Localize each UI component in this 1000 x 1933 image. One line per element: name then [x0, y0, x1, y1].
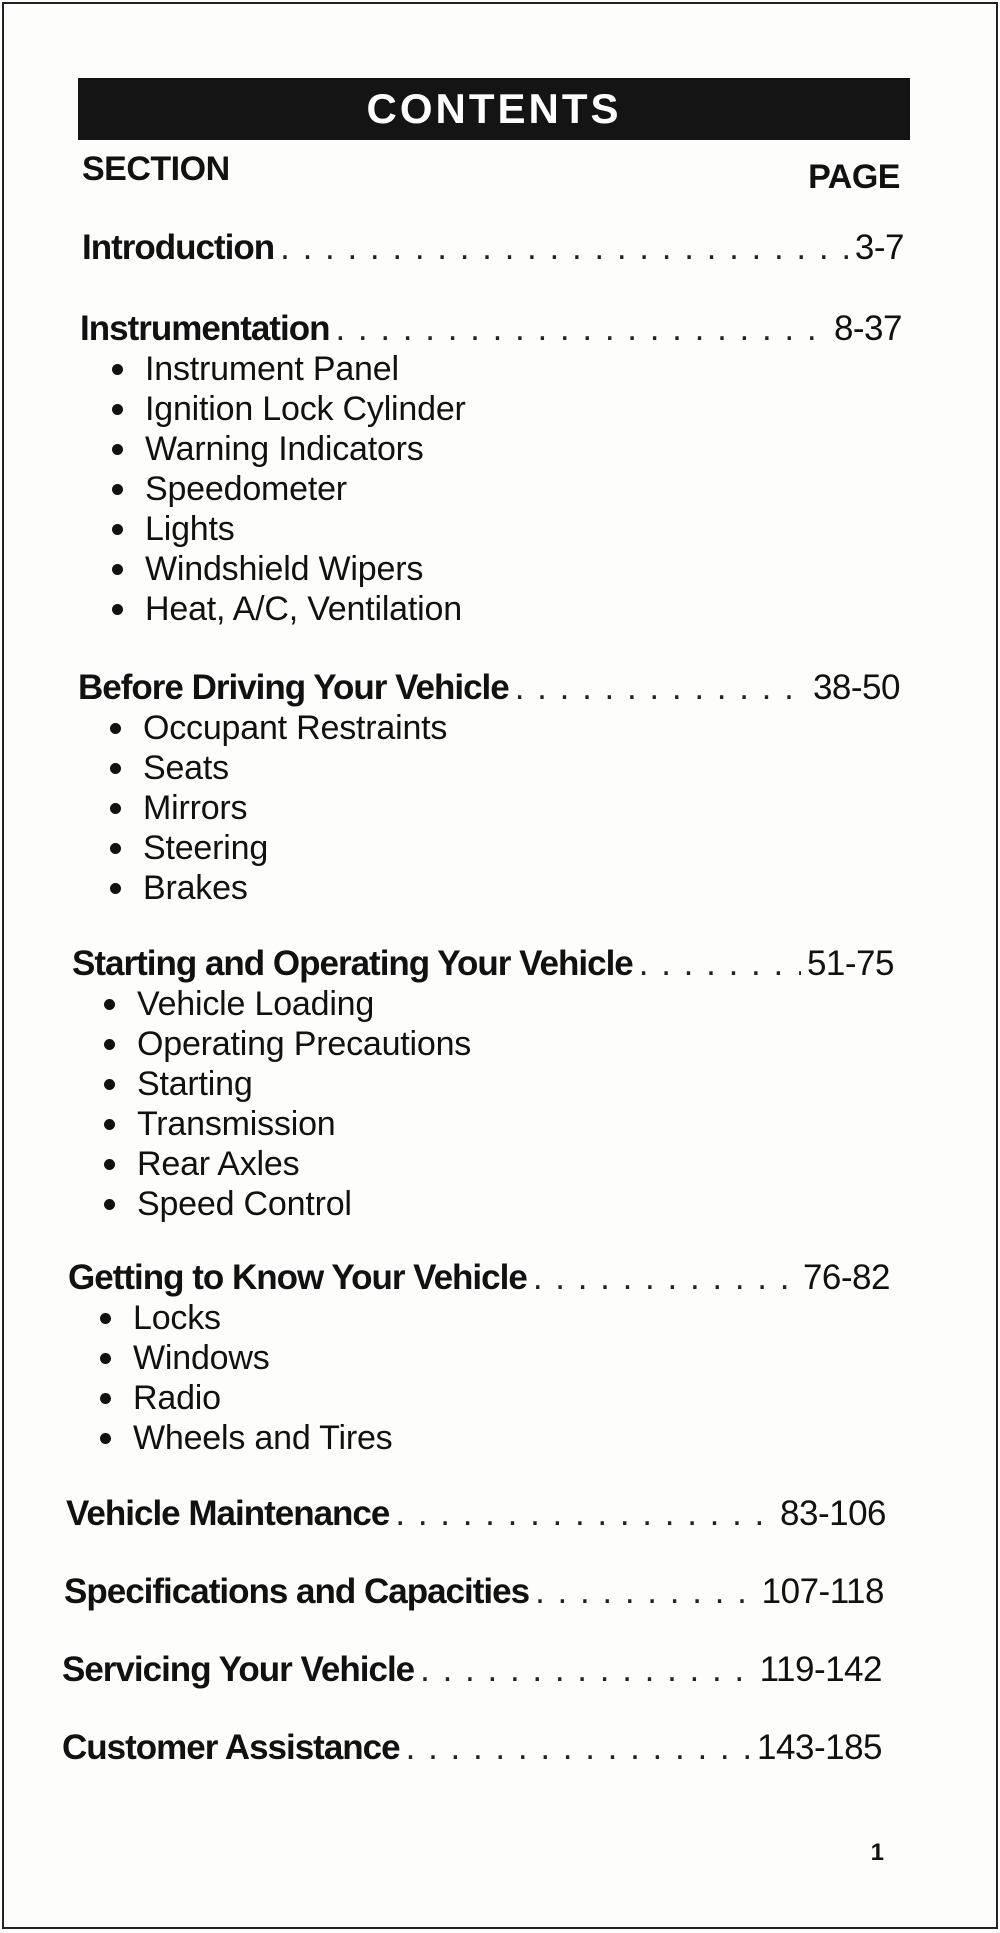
toc-sub-item — [68, 1418, 890, 1458]
toc-entry — [82, 228, 904, 268]
dot-leader — [420, 1650, 753, 1690]
bullet-icon — [110, 843, 121, 854]
toc-entry-title: Instrumentation — [80, 309, 330, 348]
page-column-label: PAGE — [808, 158, 900, 196]
toc-sub-item-label: Speed Control — [137, 1185, 352, 1223]
toc-sub-item-label: Occupant Restraints — [143, 709, 448, 747]
toc-sub-item — [80, 469, 902, 509]
toc-sub-item-label: Transmission — [137, 1105, 336, 1143]
toc-entry-title: Servicing Your Vehicle — [62, 1650, 415, 1689]
section-column-label: SECTION — [82, 150, 230, 188]
toc-sub-item — [80, 589, 902, 629]
toc-sub-item-label: Locks — [133, 1299, 221, 1337]
document-page — [2, 2, 998, 1929]
bullet-icon — [112, 444, 123, 455]
bullet-icon — [112, 604, 123, 615]
toc-sub-item-label: Mirrors — [143, 789, 248, 827]
toc-sub-item — [80, 349, 902, 389]
toc-entry — [72, 944, 894, 1224]
toc-entry-title: Vehicle Maintenance — [66, 1494, 390, 1533]
toc-entry-pages: 8-37 — [833, 309, 902, 348]
toc-sub-item-label: Warning Indicators — [145, 430, 424, 468]
toc-entry-title: Before Driving Your Vehicle — [78, 668, 509, 707]
toc-sub-item — [80, 509, 902, 549]
bullet-icon — [104, 1079, 115, 1090]
toc-sub-list — [68, 1298, 890, 1458]
bullet-icon — [104, 1039, 115, 1050]
dot-leader — [515, 668, 807, 708]
toc-sub-list — [80, 349, 902, 629]
toc-entry-pages: 51-75 — [806, 944, 894, 983]
toc-sub-item — [72, 984, 894, 1024]
contents-title: CONTENTS — [366, 85, 622, 132]
toc-sub-item-label: Starting — [137, 1065, 253, 1103]
toc-sub-item-label: Instrument Panel — [145, 350, 399, 388]
toc-sub-list — [78, 708, 900, 908]
toc-sub-item-label: Windows — [133, 1339, 270, 1377]
toc-entry — [66, 1494, 886, 1534]
toc-sub-item-label: Heat, A/C, Ventilation — [145, 590, 462, 628]
bullet-icon — [104, 1159, 115, 1170]
toc-sub-item-label: Wheels and Tires — [133, 1419, 393, 1457]
bullet-icon — [100, 1393, 111, 1404]
toc-sub-item — [68, 1338, 890, 1378]
dot-leader — [335, 309, 827, 349]
bullet-icon — [110, 763, 121, 774]
toc-sub-item-label: Seats — [143, 749, 229, 787]
toc-entry-pages: 119-142 — [759, 1650, 882, 1689]
toc-sub-item-label: Windshield Wipers — [145, 550, 424, 588]
toc-entry — [62, 1728, 882, 1768]
bullet-icon — [110, 723, 121, 734]
toc-entry-title: Specifications and Capacities — [64, 1572, 530, 1611]
toc-entry-pages: 38-50 — [812, 668, 900, 707]
toc-entry — [68, 1258, 890, 1458]
bullet-icon — [112, 564, 123, 575]
toc-sub-item-label: Speedometer — [145, 470, 347, 508]
toc-entry — [78, 668, 900, 908]
toc-entry-pages: 76-82 — [802, 1258, 890, 1297]
toc-entry — [80, 309, 902, 629]
toc-sub-item — [80, 389, 902, 429]
dot-leader — [639, 944, 801, 984]
dot-leader — [535, 1572, 756, 1612]
bullet-icon — [110, 883, 121, 894]
toc-sub-item — [72, 1024, 894, 1064]
toc-sub-item — [78, 708, 900, 748]
bullet-icon — [112, 484, 123, 495]
toc-entry-title: Getting to Know Your Vehicle — [68, 1258, 527, 1297]
toc-entry-pages: 83-106 — [780, 1494, 886, 1533]
bullet-icon — [100, 1433, 111, 1444]
toc-entry — [64, 1572, 884, 1612]
toc-entry-title: Customer Assistance — [62, 1728, 400, 1767]
toc-sub-item — [68, 1378, 890, 1418]
bullet-icon — [104, 1199, 115, 1210]
bullet-icon — [100, 1353, 111, 1364]
toc-entry-title: Introduction — [82, 228, 275, 267]
bullet-icon — [100, 1313, 111, 1324]
toc-entry-pages: 107-118 — [761, 1572, 884, 1611]
toc-sub-item-label: Brakes — [143, 869, 248, 907]
toc-sub-item — [68, 1298, 890, 1338]
toc-entry — [62, 1650, 882, 1690]
toc-sub-item — [78, 788, 900, 828]
bullet-icon — [110, 803, 121, 814]
bullet-icon — [104, 1119, 115, 1130]
toc-entry-title: Starting and Operating Your Vehicle — [72, 944, 633, 983]
toc-sub-item-label: Rear Axles — [137, 1145, 300, 1183]
toc-sub-list — [72, 984, 894, 1224]
bullet-icon — [112, 404, 123, 415]
toc-sub-item — [72, 1064, 894, 1104]
toc-sub-item — [72, 1104, 894, 1144]
toc-sub-item-label: Steering — [143, 829, 269, 867]
toc-sub-item — [80, 429, 902, 469]
toc-sub-item-label: Operating Precautions — [137, 1025, 472, 1063]
toc-sub-item — [72, 1144, 894, 1184]
page-number: 1 — [870, 1839, 884, 1866]
toc-sub-item-label: Radio — [133, 1379, 221, 1417]
toc-sub-item — [78, 868, 900, 908]
toc-sub-item — [78, 828, 900, 868]
dot-leader — [395, 1494, 774, 1534]
toc-sub-item-label: Vehicle Loading — [137, 985, 375, 1023]
bullet-icon — [112, 364, 123, 375]
dot-leader — [533, 1258, 797, 1298]
toc-sub-item — [78, 748, 900, 788]
dot-leader — [280, 228, 849, 268]
bullet-icon — [112, 524, 123, 535]
toc-sub-item-label: Lights — [145, 510, 235, 548]
toc-entry-pages: 3-7 — [854, 228, 904, 267]
toc-sub-item — [80, 549, 902, 589]
toc-sub-item-label: Ignition Lock Cylinder — [145, 390, 466, 428]
dot-leader — [406, 1728, 751, 1768]
bullet-icon — [104, 999, 115, 1010]
contents-header — [78, 78, 910, 140]
toc-sub-item — [72, 1184, 894, 1224]
toc-entry-pages: 143-185 — [757, 1728, 882, 1767]
